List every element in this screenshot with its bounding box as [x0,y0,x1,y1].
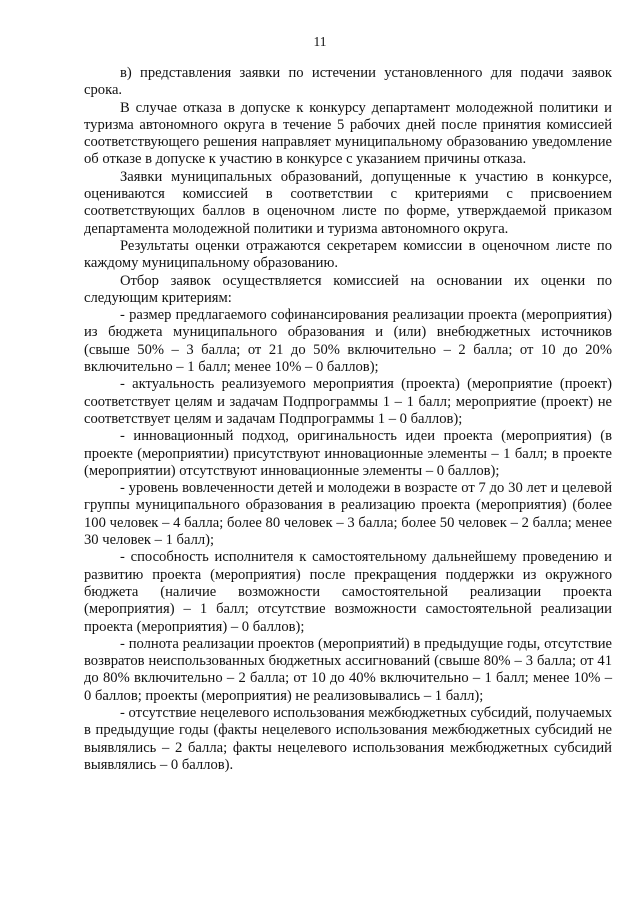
criterion-cofinancing: - размер предлагаемого софинансирования реализации проекта (мероприятия) из бюджета муниципального образования и (или) внебюджетных источников (свыше 50% – 3 балла; от 21 до 50% включительно – 2 балла; от 10 до 20% включительно – 1 балл; менее 10% – 0 баллов); [84,307,612,376]
paragraph-refusal-notice: В случае отказа в допуске к конкурсу департамент молодежной политики и туризма автономного округа в течение 5 рабочих дней после принятия комиссией соответствующего решения направляет муниципальному образованию уведомление об отказе в допуске к участию в конкурсе с указанием причины отказа. [84,99,612,168]
criterion-no-misuse: - отсутствие нецелевого использования межбюджетных субсидий, получаемых в предыдущие годы (факты нецелевого использования межбюджетных субсидий не выявлялись – 2 балла; факты нецелевого использования межбюджетных субсидий выявлялись – 0 баллов). [84,704,612,773]
paragraph-evaluation: Заявки муниципальных образований, допущенные к участию в конкурсе, оцениваются комиссией в соответствии с критериями с присвоением соответствующих баллов в оценочном листе по форме, утверждаемой приказом департамента молодежной политики и туризма автономного округа. [84,168,612,237]
criterion-completeness: - полнота реализации проектов (мероприятий) в предыдущие годы, отсутствие возвратов неиспользованных бюджетных ассигнований (свыше 80% – 3 балла; от 41 до 80% включительно – 2 балла; от 10 до 40% включительно – 1 балл; менее 10% – 0 баллов; проекты (мероприятия) не реализовывались – 1 балл); [84,635,612,704]
criterion-youth-involvement: - уровень вовлеченности детей и молодежи в возрасте от 7 до 30 лет и целевой группы муниципального образования в реализацию проекта (мероприятия) (более 100 человек – 4 балла; более 80 человек – 3 балла; более 50 человек – 2 балла; менее 30 человек – 1 балл); [84,480,612,549]
paragraph-selection-criteria-intro: Отбор заявок осуществляется комиссией на основании их оценки по следующим критериям: [84,272,612,306]
criterion-sustainability: - способность исполнителя к самостоятельному дальнейшему проведению и развитию проекта (мероприятия) после прекращения поддержки из окружного бюджета (наличие возможности самостоятельной реализации проекта (мероприятия) – 1 балл; отсутствие возможности самостоятельной реализации проекта (мероприятия) – 0 баллов); [84,549,612,635]
criterion-relevance: - актуальность реализуемого мероприятия (проекта) (мероприятие (проект) соответствует целям и задачам Подпрограммы 1 – 1 балл; мероприятие (проект) не соответствует целям и задачам Подпрограммы 1 – 0 баллов); [84,376,612,427]
criterion-innovation: - инновационный подход, оригинальность идеи проекта (мероприятия) (в проекте (мероприятии) присутствуют инновационные элементы – 1 балл; в проекте (мероприятии) отсутствуют инновационные элементы – 0 баллов); [84,428,612,479]
page-number: 11 [313,34,327,49]
paragraph-late-submission: в) представления заявки по истечении установленного для подачи заявок срока. [84,65,612,99]
paragraph-results: Результаты оценки отражаются секретарем комиссии в оценочном листе по каждому муниципальному образованию. [84,237,612,272]
document-body [84,65,612,774]
